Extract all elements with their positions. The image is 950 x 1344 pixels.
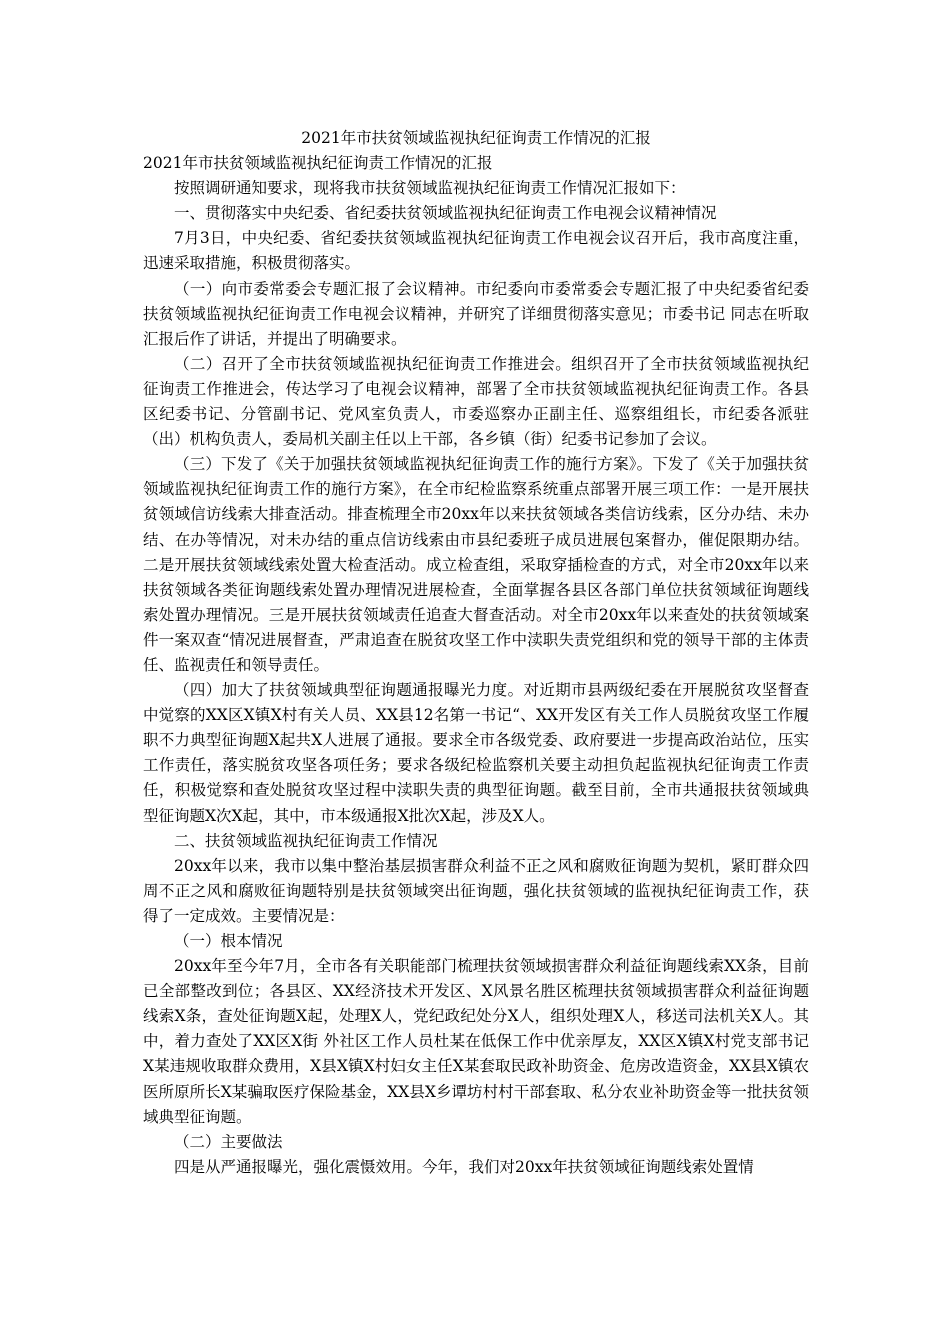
paragraph: 20xx年至今年7月，全市各有关职能部门梳理扶贫领域损害群众利益征询题线索XX条，目前已全部整改到位；各县区、XX经济技术开发区、X风景名胜区梳理扶贫领域损害群众利益征询题线索X条，查处征询题X起，处理X人，党纪政纪处分X人，组织处理X人，移送司法机关X人。其中，着力查处了XX区X街 外社区工作人员杜某在低保工作中优亲厚友，XX区X镇X村党支部书记X某违规收取群众费用，X县X镇X村妇女主任X某套取民政补助资金、危房改造资金，XX县X镇农医所原所长X某骗取医疗保险基金，XX县X乡谭坊村村干部套取、私分农业补助资金等一批扶贫领域典型征询题。 [143, 957, 809, 1126]
paragraph: 四是从严通报曝光，强化震慑效用。今年，我们对20xx年扶贫领域征询题线索处置情 [174, 1157, 754, 1176]
paragraph: 20xx年以来，我市以集中整治基层损害群众利益不正之风和腐败征询题为契机，紧盯群众四周不正之风和腐败征询题特别是扶贫领域突出征询题，强化扶贫领域的监视执纪征询责工作，获得了一定成效。主要情况是： [143, 856, 809, 925]
document-title: 2021年市扶贫领域监视执纪征询责工作情况的汇报 [301, 129, 651, 147]
subsection-heading: （二）主要做法 [174, 1132, 283, 1151]
paragraph: 按照调研通知要求，现将我市扶贫领域监视执纪征询责工作情况汇报如下： [174, 179, 686, 198]
document-subtitle: 2021年市扶贫领域监视执纪征询责工作情况的汇报 [143, 154, 493, 173]
paragraph: （三）下发了《关于加强扶贫领域监视执纪征询责工作的施行方案》。下发了《关于加强扶贫领域监视执纪征询责工作的施行方案》，在全市纪检监察系统重点部署开展三项工作：一是开展扶贫领域信访线索大排查活动。排查梳理全市20xx年以来扶贫领域各类信访线索，区分办结、未办结、在办等情况，对未办结的重点信访线索由市县纪委班子成员进展包案督办，催促限期办结。二是开展扶贫领域线索处置大检查活动。成立检查组，采取穿插检查的方式，对全市20xx年以来扶贫领域各类征询题线索处置办理情况进展检查，全面掌握各县区各部门单位扶贫领域征询题线索处置办理情况。三是开展扶贫领域责任追查大督查活动。对全市20xx年以来查处的扶贫领域案件一案双查“情况进展督查，严肃追查在脱贫攻坚工作中渎职失责党组织和党的领导干部的主体责任、监视责任和领导责任。 [143, 455, 809, 674]
paragraph: （二）召开了全市扶贫领域监视执纪征询责工作推进会。组织召开了全市扶贫领域监视执纪征询责工作推进会，传达学习了电视会议精神，部署了全市扶贫领域监视执纪征询责工作。各县区纪委书记、分管副书记、党风室负责人，市委巡察办正副主任、巡察组组长，市纪委各派驻（出）机构负责人，委局机关副主任以上干部，各乡镇（街）纪委书记参加了会议。 [143, 354, 809, 449]
subsection-heading: （一）根本情况 [174, 932, 283, 950]
section-heading: 一、贯彻落实中央纪委、省纪委扶贫领域监视执纪征询责工作电视会议精神情况 [174, 204, 717, 223]
document-body [143, 126, 809, 1180]
paragraph: 7月3日，中央纪委、省纪委扶贫领域监视执纪征询责工作电视会议召开后，我市高度注重，迅速采取措施，积极贯彻落实。 [143, 229, 809, 273]
section-heading: 二、扶贫领域监视执纪征询责工作情况 [174, 831, 438, 850]
paragraph: （四）加大了扶贫领域典型征询题通报曝光力度。对近期市县两级纪委在开展脱贫攻坚督查中觉察的XX区X镇X村有关人员、XX县12名第一书记“、XX开发区有关工作人员脱贫攻坚工作履职不力典型征询题X起共X人进展了通报。要求全市各级党委、政府要进一步提高政治站位，压实工作责任，落实脱贫攻坚各项任务；要求各级纪检监察机关要主动担负起监视执纪征询责工作责任，积极觉察和查处脱贫攻坚过程中渎职失责的典型征询题。截至目前，全市共通报扶贫领域典型征询题X次X起，其中，市本级通报X批次X起，涉及X人。 [143, 681, 809, 825]
paragraph: （一）向市委常委会专题汇报了会议精神。市纪委向市委常委会专题汇报了中央纪委省纪委扶贫领域监视执纪征询责工作电视会议精神，并研究了详细贯彻落实意见；市委书记 同志在听取汇报后作了讲话，并提出了明确要求。 [143, 279, 809, 348]
